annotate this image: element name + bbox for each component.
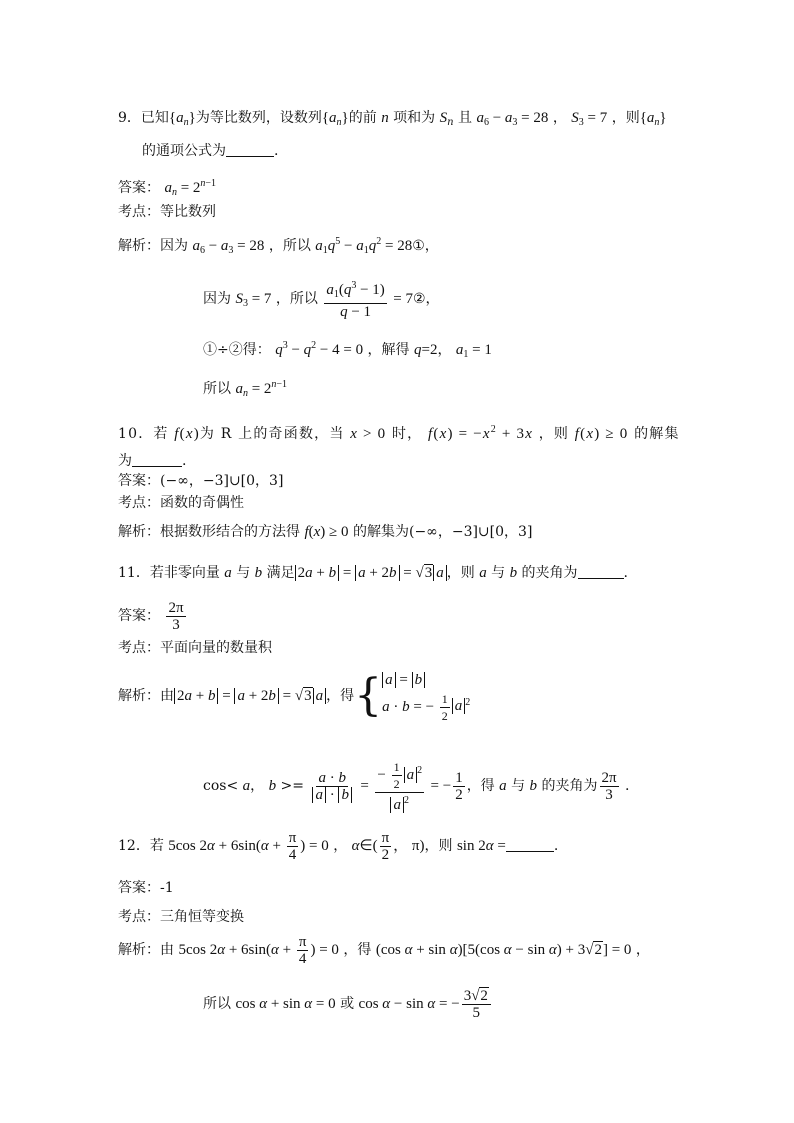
q9-solution-line1: 解析：因为 $a_6 - a_3 = 28$ ，所以 $a_1q^5 - a_1q^2$ = 28①， bbox=[118, 236, 439, 256]
q12-answer: 答案：-1 bbox=[118, 880, 174, 896]
q11-answer: 答案： $\frac{2\pi}{3}$ bbox=[118, 599, 184, 633]
q11-solution-line1: 解析：由 2a + b = a + 2b = √3 a ，得{ a = b a · b = − $\frac{1}{2}$ a $^2$ bbox=[118, 670, 471, 723]
q10-topic: 考点：函数的奇偶性 bbox=[118, 495, 244, 511]
q12-stem: 12．若 5cos 2α + 6sin(α + $\frac{\pi}{4}$ ) = 0 ， α∈( $\frac{\pi}{2}$ ， π)，则 sin 2α = . bbox=[118, 830, 559, 864]
q9-solution-line3: ①÷②得： $q^3 - q^2 - 4 = 0$ ，解得 q=2， $a_1 = 1$ bbox=[203, 340, 492, 360]
q10-answer: 答案：(−∞，−3]∪[0，3] bbox=[118, 473, 284, 489]
q10-stem-line2: 为 . bbox=[118, 453, 187, 469]
q11-topic: 考点：平面向量的数量积 bbox=[118, 640, 272, 656]
q10-stem-line1: 10．若 f(x)为 R 上的奇函数，当 x > 0 时， $f(x) = -x^2 + 3x$ ，则 f(x) ≥ 0 的解集 bbox=[118, 424, 680, 442]
q12-topic: 考点：三角恒等变换 bbox=[118, 909, 244, 925]
q9-stem-line2: 的通项公式为 . bbox=[142, 143, 279, 159]
q12-solution-line2: 所以 cos α + sin α = 0 或 cos α − sin α = − $\frac{3√2}{5}$ bbox=[203, 984, 493, 1024]
q10-solution: 解析：根据数形结合的方法得 f(x) ≥ 0 的解集为(−∞，−3]∪[0，3] bbox=[118, 524, 533, 540]
q9-topic: 考点：等比数列 bbox=[118, 204, 216, 220]
q9-answer: 答案： $a_n = 2^{n-1}$ bbox=[118, 178, 217, 198]
q9-solution-line2: 因为 $S_3 = 7$ ，所以 $\frac{a_1(q^3 - 1)}{q - 1}$ = 7②， bbox=[203, 280, 440, 320]
q11-solution-line2: cos< a， b >= $\frac{a \cdot b}{a \cdot b}$ = − $\frac{1}{2}$ a $^2$ a $^2$ = − $\frac{1}{2}$ ，得 a 与 b 的夹角为 $\frac{2\pi}{3}$ . bbox=[203, 760, 630, 813]
q9-stem-line1: 9．已知$\{a_n\}$为等比数列，设数列$\{a_n\}$的前 n 项和为 $S_n$ 且 $a_6 - a_3 = 28$ ， $S_3 = 7$ ，则$\{a_n\}$ bbox=[118, 110, 667, 128]
q12-solution-line1: 解析：由 5cos 2α + 6sin(α + $\frac{\pi}{4}$ ) = 0 ，得 (cos α + sin α)[5(cos α − sin α) + 3√2] = 0 ， bbox=[118, 934, 650, 968]
q9-solution-line4: 所以 $a_n = 2^{n-1}$ bbox=[203, 379, 288, 399]
q11-stem: 11．若非零向量 a 与 b 满足 2a + b = a + 2b = √3 a ，则 a 与 b 的夹角为 . bbox=[118, 565, 628, 581]
